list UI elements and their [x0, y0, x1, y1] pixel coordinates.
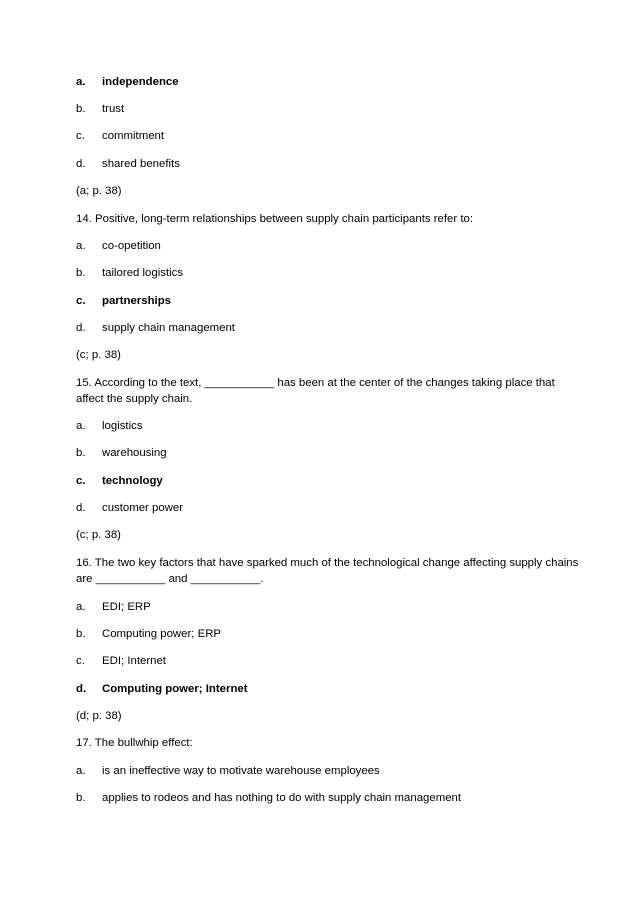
- q16-option-c: c. EDI; Internet: [76, 655, 166, 667]
- q14-option-a: a. co-opetition: [76, 240, 161, 252]
- q13-option-d: d. shared benefits: [76, 158, 180, 170]
- q14-option-c: c. partnerships: [76, 295, 171, 307]
- q16-answer: (d; p. 38): [76, 710, 122, 722]
- q16-option-a: a. EDI; ERP: [76, 601, 151, 613]
- q14-option-b: b. tailored logistics: [76, 267, 184, 279]
- q15-stem-line1: 15. According to the text, ___________ has been at the center of the changes taking place that: [76, 377, 555, 389]
- q15-option-c: c. technology: [76, 475, 163, 487]
- q14-option-d: d. supply chain management: [76, 322, 235, 334]
- q14-answer: (c; p. 38): [76, 349, 121, 361]
- q16-option-b: b. Computing power; ERP: [76, 628, 222, 640]
- q15-option-a: a. logistics: [76, 420, 143, 432]
- q17-option-a: a. is an ineffective way to motivate warehouse employees: [76, 765, 380, 777]
- q15-option-b: b. warehousing: [76, 447, 167, 459]
- q16-option-d: d. Computing power; Internet: [76, 683, 248, 695]
- q13-option-b: b. trust: [76, 103, 125, 115]
- q16-stem-line1: 16. The two key factors that have sparked much of the technological change affecting supply chains: [76, 557, 579, 569]
- q15-answer: (c; p. 38): [76, 529, 121, 541]
- q17-stem: 17. The bullwhip effect:: [76, 737, 193, 749]
- q13-option-a: a. independence: [76, 76, 179, 88]
- q14-stem: 14. Positive, long-term relationships between supply chain participants refer to:: [76, 213, 473, 225]
- q15-option-d: d. customer power: [76, 502, 184, 514]
- q15-stem-line2: affect the supply chain.: [76, 393, 193, 405]
- q13-answer: (a; p. 38): [76, 185, 122, 197]
- q13-option-c: c. commitment: [76, 130, 165, 142]
- q16-stem-line2: are ___________ and ___________.: [76, 573, 264, 585]
- q17-option-b: b. applies to rodeos and has nothing to do with supply chain management: [76, 792, 462, 804]
